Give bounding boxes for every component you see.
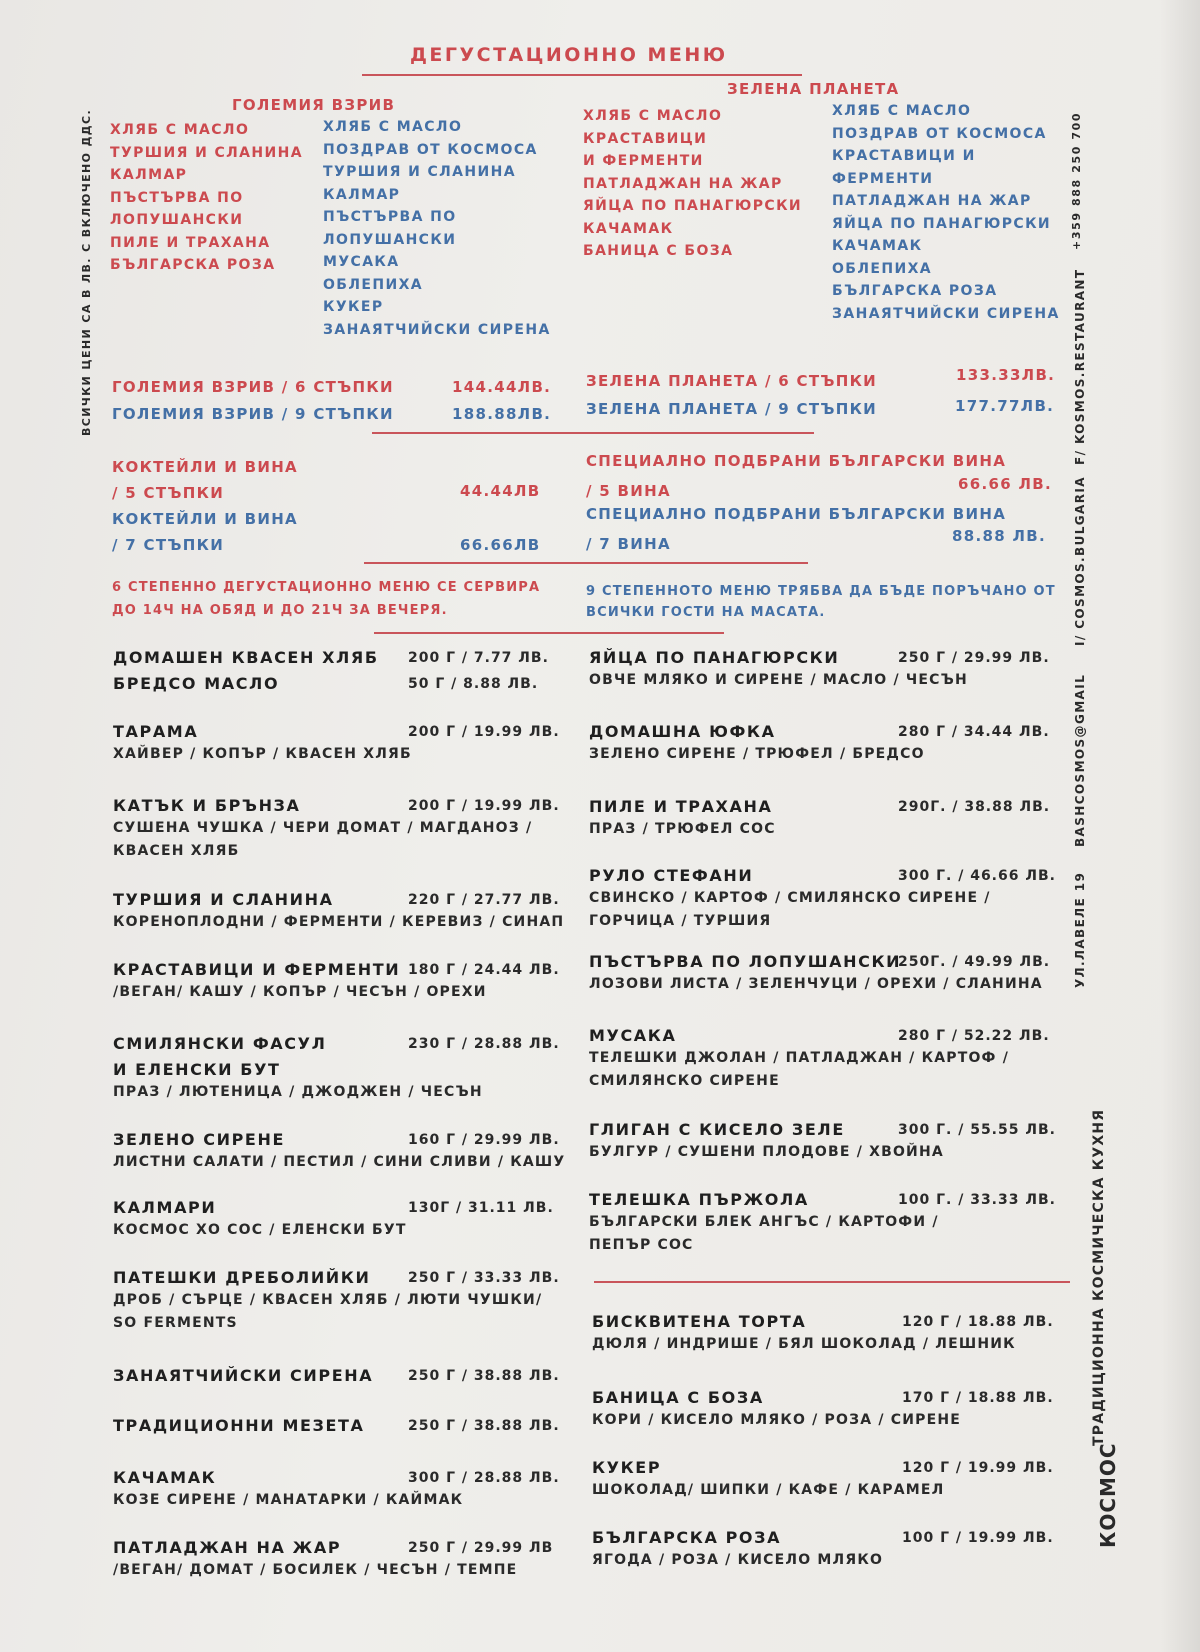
dish-description: ЯГОДА / РОЗА / КИСЕЛО МЛЯКО [592,1552,884,1568]
desserts-rule [594,1281,1070,1283]
dish-price: 250Г. / 49.99 ЛВ. [898,954,1051,970]
pairing-left-7-price: 66.66ЛВ [460,536,541,554]
tasting-course: ХЛЯБ С МАСЛО [583,108,723,124]
pairing-right-7-price: 88.88 ЛВ. [952,527,1046,545]
dish-description: ТЕЛЕШКИ ДЖОЛАН / ПАТЛАДЖАН / КАРТОФ / [589,1050,1010,1066]
tasting-course: КАЧАМАК [583,220,674,237]
dish-description: ДЮЛЯ / ИНДРИШЕ / БЯЛ ШОКОЛАД / ЛЕШНИК [592,1336,1016,1352]
tasting-course: ПОЗДРАВ ОТ КОСМОСА [832,125,1047,142]
pairing-right-5-count: / 5 ВИНА [586,482,671,500]
paper-shadow [1160,0,1200,1652]
dish-price: 230 Г / 28.88 ЛВ. [408,1036,560,1052]
dish-name: КРАСТАВИЦИ И ФЕРМЕНТИ [113,960,401,979]
dish-name: МУСАКА [589,1026,677,1045]
dish-price: 250 Г / 38.88 ЛВ. [408,1418,560,1434]
dish-name: СМИЛЯНСКИ ФАСУЛ [113,1034,327,1053]
dish-description: ЛИСТНИ САЛАТИ / ПЕСТИЛ / СИНИ СЛИВИ / КАШУ [113,1154,566,1170]
dish-name: ЯЙЦА ПО ПАНАГЮРСКИ [589,648,840,667]
tasting-course: КРАСТАВИЦИ И [832,148,976,164]
dish-name: РУЛО СТЕФАНИ [589,866,754,885]
dish-name: БЪЛГАРСКА РОЗА [592,1528,782,1547]
pairing-left-7-steps: / 7 СТЪПКИ [112,536,225,554]
dish-description: /ВЕГАН/ ДОМАТ / БОСИЛЕК / ЧЕСЪН / ТЕМПЕ [113,1562,518,1578]
tasting-course: КАЛМАР [110,167,188,183]
left-menu-6-courses [110,119,303,277]
brand-logo: КОСМОС [1096,1442,1120,1548]
tasting-course: ЯЙЦА ПО ПАНАГЮРСКИ [832,215,1052,232]
right-menu-9-courses [832,100,1060,325]
note-right-line2: ВСИЧКИ ГОСТИ НА МАСАТА. [586,605,826,620]
dish-price: 300 Г. / 55.55 ЛВ. [898,1122,1056,1138]
left-menu-9-courses [323,116,551,341]
dish-price: 250 Г / 29.99 ЛВ. [898,650,1050,666]
tasting-course: КУКЕР [323,299,384,315]
tasting-course: ПЪСТЪРВА ПО [110,189,244,206]
vat-note: ВСИЧКИ ЦЕНИ СА В ЛВ. С ВКЛЮЧЕНО ДДС. [80,108,93,436]
dish-description: КОРЕНОПЛОДНИ / ФЕРМЕНТИ / КЕРЕВИЗ / СИНАП [113,914,565,930]
pairing-right-5-title: СПЕЦИАЛНО ПОДБРАНИ БЪЛГАРСКИ ВИНА [586,452,1007,470]
email-address: BASHCOSMOS@GMAIL [1073,673,1087,847]
tasting-course: ЛОПУШАНСКИ [323,231,457,248]
tasting-course: ЗАНАЯТЧИЙСКИ СИРЕНА [323,321,551,338]
dish-name: ТРАДИЦИОННИ МЕЗЕТА [113,1416,365,1435]
dish-price: 300 Г. / 46.66 ЛВ. [898,868,1056,884]
dish-name: КУКЕР [592,1458,662,1477]
notes-rule [374,632,724,634]
dish-price: 50 Г / 8.88 ЛВ. [408,676,539,692]
tasting-course: ФЕРМЕНТИ [832,170,934,187]
dish-description: SO FERMENTS [113,1315,238,1331]
facebook-handle: F/ KOSMOS.RESTAURANT [1073,268,1087,465]
tasting-course: КАЧАМАК [832,238,923,254]
dish-price: 220 Г / 27.77 ЛВ. [408,892,560,908]
tasting-course: БЪЛГАРСКА РОЗА [832,283,998,299]
dish-description: ЗЕЛЕНО СИРЕНЕ / ТРЮФЕЛ / БРЕДСО [589,746,925,762]
dish-description: ПЕПЪР СОС [589,1237,694,1253]
tagline: ТРАДИЦИОННА КОСМИЧЕСКА КУХНЯ [1091,1108,1107,1446]
prices-rule [372,432,814,434]
dish-description: /ВЕГАН/ КАШУ / КОПЪР / ЧЕСЪН / ОРЕХИ [113,984,487,1000]
dish-name: ТАРАМА [113,722,199,741]
note-right-line1: 9 СТЕПЕННОТО МЕНЮ ТРЯБВА ДА БЪДЕ ПОРЪЧАНО ОТ [586,584,1056,599]
right-6-label: ЗЕЛЕНА ПЛАНЕТА / 6 СТЪПКИ [586,372,878,390]
tasting-course: БЪЛГАРСКА РОЗА [110,257,276,273]
tasting-course: ПЪСТЪРВА ПО [323,209,457,225]
tasting-course: ТУРШИЯ И СЛАНИНА [323,164,516,180]
pairing-right-7-count: / 7 ВИНА [586,535,671,553]
tasting-course: ОБЛЕПИХА [323,276,424,293]
dish-name: БИСКВИТЕНА ТОРТА [592,1312,807,1331]
dish-description: ЛОЗОВИ ЛИСТА / ЗЕЛЕНЧУЦИ / ОРЕХИ / СЛАНИНА [589,976,1043,992]
tasting-course: И ФЕРМЕНТИ [583,153,704,169]
menu-title: ДЕГУСТАЦИОННО МЕНЮ [410,44,728,66]
note-left-line2: ДО 14Ч НА ОБЯД И ДО 21Ч ЗА ВЕЧЕРЯ. [112,603,448,618]
pairing-left-7-title: КОКТЕЙЛИ И ВИНА [112,510,298,528]
tasting-course: ХЛЯБ С МАСЛО [832,103,972,119]
dish-price: 300 Г / 28.88 ЛВ. [408,1470,560,1486]
dish-price: 200 Г / 19.99 ЛВ. [408,798,560,814]
dish-name: КАТЪК И БРЪНЗА [113,796,301,815]
dish-name: И ЕЛЕНСКИ БУТ [113,1060,281,1079]
dish-price: 170 Г / 18.88 ЛВ. [902,1390,1054,1406]
left-9-price: 188.88ЛВ. [452,405,552,423]
dish-price: 200 Г / 7.77 ЛВ. [408,650,549,666]
dish-name: ПАТЕШКИ ДРЕБОЛИЙКИ [113,1268,371,1287]
dish-name: БРЕДСО МАСЛО [113,674,280,693]
left-6-label: ГОЛЕМИЯ ВЗРИВ / 6 СТЪПКИ [112,378,394,396]
dish-description: СВИНСКО / КАРТОФ / СМИЛЯНСКО СИРЕНЕ / [589,890,991,906]
tasting-course: ТУРШИЯ И СЛАНИНА [110,144,303,161]
dish-price: 280 Г / 34.44 ЛВ. [898,724,1050,740]
tasting-course: ПОЗДРАВ ОТ КОСМОСА [323,141,538,158]
dish-description: КОСМОС ХО СОС / ЕЛЕНСКИ БУТ [113,1222,407,1238]
tasting-course: ХЛЯБ С МАСЛО [110,122,250,138]
dish-description: ДРОБ / СЪРЦЕ / КВАСЕН ХЛЯБ / ЛЮТИ ЧУШКИ/ [113,1292,543,1308]
tasting-course: БАНИЦА С БОЗА [583,243,734,259]
dish-description: ПРАЗ / ТРЮФЕЛ СОС [589,821,776,837]
pairing-left-5-title: КОКТЕЙЛИ И ВИНА [112,458,298,476]
dish-description: ОВЧЕ МЛЯКО И СИРЕНЕ / МАСЛО / ЧЕСЪН [589,672,968,688]
left-menu-heading: ГОЛЕМИЯ ВЗРИВ [232,96,396,114]
note-left-line1: 6 СТЕПЕННО ДЕГУСТАЦИОННО МЕНЮ СЕ СЕРВИРА [112,580,541,595]
tasting-course: ПИЛЕ И ТРАХАНА [110,234,271,251]
dish-description: КОРИ / КИСЕЛО МЛЯКО / РОЗА / СИРЕНЕ [592,1412,962,1428]
dish-price: 120 Г / 18.88 ЛВ. [902,1314,1054,1330]
dish-description: ШОКОЛАД/ ШИПКИ / КАФЕ / КАРАМЕЛ [592,1482,945,1498]
dish-name: БАНИЦА С БОЗА [592,1388,764,1407]
dish-name: ТЕЛЕШКА ПЪРЖОЛА [589,1190,809,1209]
dish-description: СМИЛЯНСКО СИРЕНЕ [589,1073,780,1089]
dish-price: 280 Г / 52.22 ЛВ. [898,1028,1050,1044]
tasting-course: МУСАКА [323,254,400,270]
dish-description: БЪЛГАРСКИ БЛЕК АНГЪС / КАРТОФИ / [589,1214,939,1230]
dish-price: 100 Г / 19.99 ЛВ. [902,1530,1054,1546]
dish-description: ГОРЧИЦА / ТУРШИЯ [589,913,772,929]
dish-description: ХАЙВЕР / КОПЪР / КВАСЕН ХЛЯБ [113,746,412,762]
tasting-course: ПАТЛАДЖАН НА ЖАР [583,175,783,192]
dish-description: СУШЕНА ЧУШКА / ЧЕРИ ДОМАТ / МАГДАНОЗ / [113,820,533,836]
tasting-course: ХЛЯБ С МАСЛО [323,119,463,135]
pairing-right-7-title: СПЕЦИАЛНО ПОДБРАНИ БЪЛГАРСКИ ВИНА [586,505,1007,523]
pairing-left-5-price: 44.44ЛВ [460,482,541,500]
right-menu-6-courses [583,105,802,263]
dish-price: 100 Г. / 33.33 ЛВ. [898,1192,1056,1208]
right-menu-heading: ЗЕЛЕНА ПЛАНЕТА [727,80,900,98]
phone-number: +359 888 250 700 [1070,111,1083,250]
dish-name: КАЛМАРИ [113,1198,217,1217]
dish-price: 120 Г / 19.99 ЛВ. [902,1460,1054,1476]
right-9-price: 177.77ЛВ. [955,397,1055,415]
tasting-course: ЯЙЦА ПО ПАНАГЮРСКИ [583,198,803,214]
street-address: УЛ.ЛАВЕЛЕ 19 [1073,871,1087,988]
dish-price: 130Г / 31.11 ЛВ. [408,1200,554,1216]
dish-name: ПИЛЕ И ТРАХАНА [589,797,773,816]
right-6-price: 133.33ЛВ. [956,366,1056,384]
dish-name: ГЛИГАН С КИСЕЛО ЗЕЛЕ [589,1120,845,1139]
dish-price: 160 Г / 29.99 ЛВ. [408,1132,560,1148]
dish-price: 200 Г / 19.99 ЛВ. [408,724,560,740]
dish-price: 290Г. / 38.88 ЛВ. [898,799,1051,815]
pairing-right-5-price: 66.66 ЛВ. [958,475,1052,493]
tasting-course: ЛОПУШАНСКИ [110,212,244,228]
right-9-label: ЗЕЛЕНА ПЛАНЕТА / 9 СТЪПКИ [586,400,878,418]
dish-name: ПЪСТЪРВА ПО ЛОПУШАНСКИ [589,952,902,971]
dish-name: ПАТЛАДЖАН НА ЖАР [113,1538,342,1557]
tasting-course: ПАТЛАДЖАН НА ЖАР [832,193,1032,209]
dish-price: 250 Г / 33.33 ЛВ. [408,1270,560,1286]
dish-name: ДОМАШЕН КВАСЕН ХЛЯБ [113,648,379,667]
dish-name: ЗЕЛЕНО СИРЕНЕ [113,1130,285,1149]
dish-price: 250 Г / 29.99 ЛВ [408,1540,554,1556]
dish-name: ЗАНАЯТЧИЙСКИ СИРЕНА [113,1366,374,1385]
dish-description: КВАСЕН ХЛЯБ [113,843,240,859]
pairings-rule [364,562,808,564]
dish-price: 250 Г / 38.88 ЛВ. [408,1368,560,1384]
tasting-course: ОБЛЕПИХА [832,260,933,277]
left-6-price: 144.44ЛВ. [452,378,552,396]
title-rule [362,74,802,76]
tasting-course: ЗАНАЯТЧИЙСКИ СИРЕНА [832,305,1060,322]
tasting-course: КАЛМАР [323,186,401,203]
left-9-label: ГОЛЕМИЯ ВЗРИВ / 9 СТЪПКИ [112,405,394,423]
tasting-course: КРАСТАВИЦИ [583,130,708,147]
dish-description: КОЗЕ СИРЕНЕ / МАНАТАРКИ / КАЙМАК [113,1492,464,1508]
dish-name: ТУРШИЯ И СЛАНИНА [113,890,334,909]
pairing-left-5-steps: / 5 СТЪПКИ [112,484,225,502]
dish-name: ДОМАШНА ЮФКА [589,722,776,741]
dish-description: ПРАЗ / ЛЮТЕНИЦА / ДЖОДЖЕН / ЧЕСЪН [113,1084,483,1100]
dish-description: БУЛГУР / СУШЕНИ ПЛОДОВЕ / ХВОЙНА [589,1144,944,1160]
dish-price: 180 Г / 24.44 ЛВ. [408,962,560,978]
instagram-handle: I/ COSMOS.BULGARIA [1073,476,1087,646]
dish-name: КАЧАМАК [113,1468,217,1487]
